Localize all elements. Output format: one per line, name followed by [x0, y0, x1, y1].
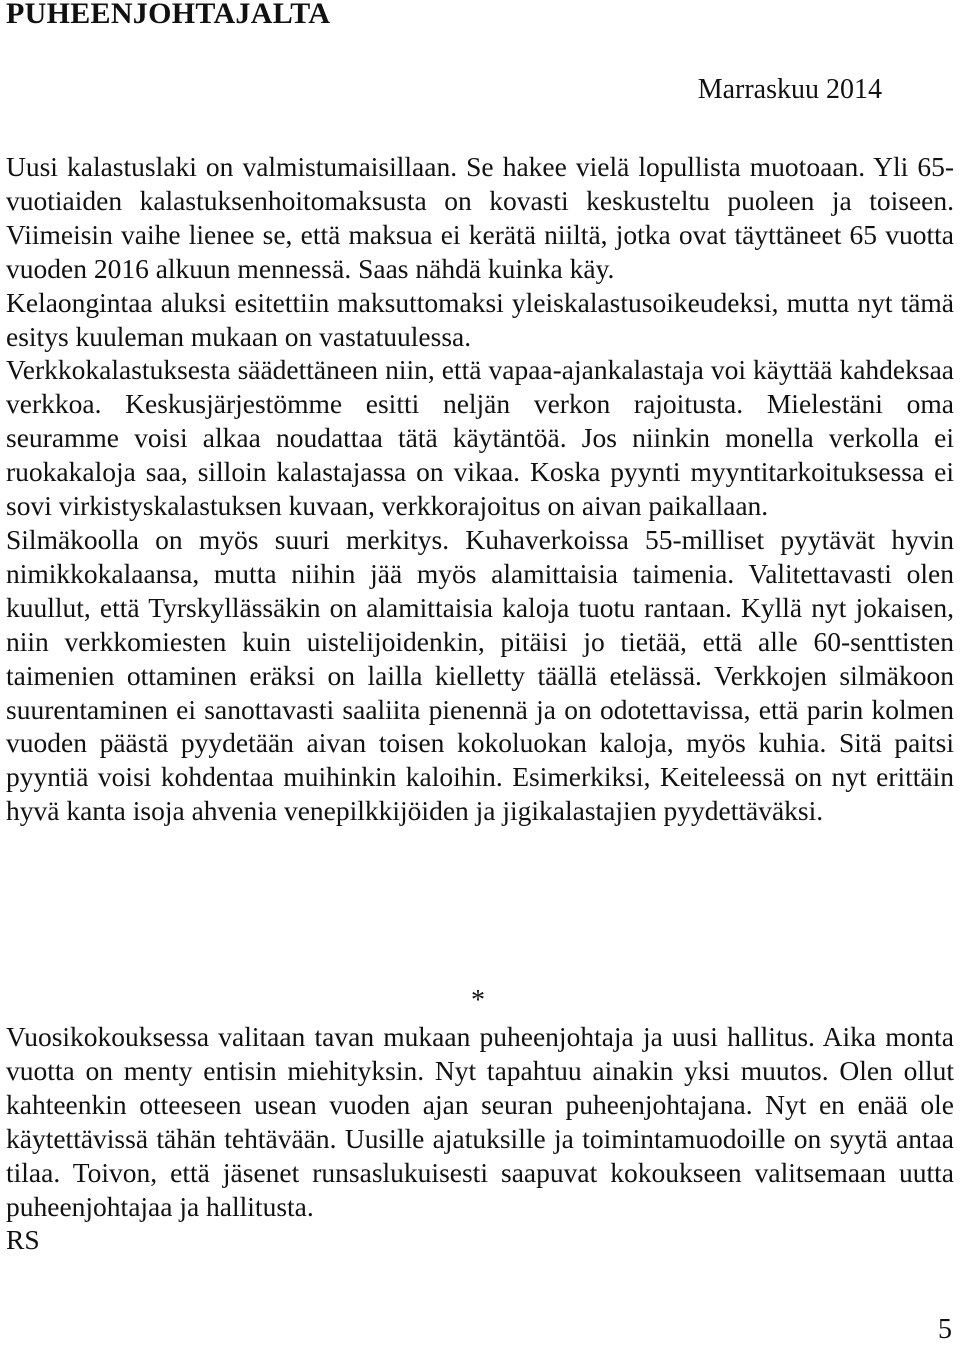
- section-separator: *: [471, 985, 485, 1016]
- paragraph-fishing-law: Uusi kalastuslaki on valmistumaisillaan. Se hakee vielä lopullista muotoaan. Yli 65-vuotiaiden kalastuksenhoitomaksusta on kovasti keskusteltu puoleen ja toiseen. Viimeisin vaihe lienee se, että maksua ei kerätä niiltä, jotka ovat täyttäneet 65 vuotta vuoden 2016 alkuun mennessä. Saas nähdä kuinka käy.: [6, 151, 954, 284]
- article-section-2: [6, 1020, 954, 1257]
- paragraph-annual-meeting: Vuosikokouksessa valitaan tavan mukaan puheenjohtaja ja uusi hallitus. Aika monta vuotta on menty entisin miehityksin. Nyt tapahtuu ainakin yksi muutos. Olen ollut kahteenkin otteeseen usean vuoden ajan seuran puheenjohtajana. Nyt en enää ole käytettävissä tähän tehtävään. Uusille ajatuksille ja toimintamuodoille on syytä antaa tilaa. Toivon, että jäsenet runsaslukuisesti saapuvat kokoukseen valitsemaan uutta puheenjohtajaa ja hallitusta.: [6, 1021, 954, 1222]
- paragraph-net-fishing: Verkkokalastuksesta säädettäneen niin, että vapaa-ajankalastaja voi käyttää kahdeksaa verkkoa. Keskusjärjestömme esitti neljän verkon rajoitusta. Mielestäni oma seuramme voisi alkaa noudattaa tätä käytäntöä. Jos niinkin monella verkolla ei ruokakaloja saa, silloin kalastajassa on vikaa. Koska pyynti myyntitarkoituksessa ei sovi virkistyskalastuksen kuvaan, verkkorajoitus on aivan paikallaan.: [6, 354, 954, 522]
- page-number: 5: [938, 1314, 952, 1345]
- page-title: PUHEENJOHTAJALTA: [6, 0, 331, 30]
- date-line: Marraskuu 2014: [697, 74, 882, 105]
- paragraph-mesh-size: Silmäkoolla on myös suuri merkitys. Kuhaverkoissa 55-milliset pyytävät hyvin nimikkokalaansa, mutta niihin jää myös alamittaisia taimenia. Valitettavasti olen kuullut, että Tyrskyllässäkin on alamittaisia kaloja tuotu rantaan. Kyllä nyt jokaisen, niin verkkomiesten kuin uistelijoidenkin, pitäisi jo tietää, että alle 60-senttisten taimenien ottaminen eräksi on lailla kielletty täällä etelässä. Verkkojen silmäkoon suurentaminen ei sanottavasti saaliita pienennä ja on odotettavissa, että parin kolmen vuoden päästä pyydetään aivan toisen kokoluokan kaloja, myös kuhia. Sitä paitsi pyyntiä voisi kohdentaa muihinkin kaloihin. Esimerkiksi, Keiteleessä on nyt erittäin hyvä kanta isoja ahvenia venepilkkijöiden ja jigikalastajien pyydettäväksi.: [6, 523, 954, 827]
- paragraph-reel-fishing: Kelaongintaa aluksi esitettiin maksuttomaksi yleiskalastusoikeudeksi, mutta nyt tämä esitys kuuleman mukaan on vastatuulessa.: [6, 286, 954, 352]
- article-section-1: [6, 150, 954, 828]
- signature: RS: [6, 1224, 40, 1256]
